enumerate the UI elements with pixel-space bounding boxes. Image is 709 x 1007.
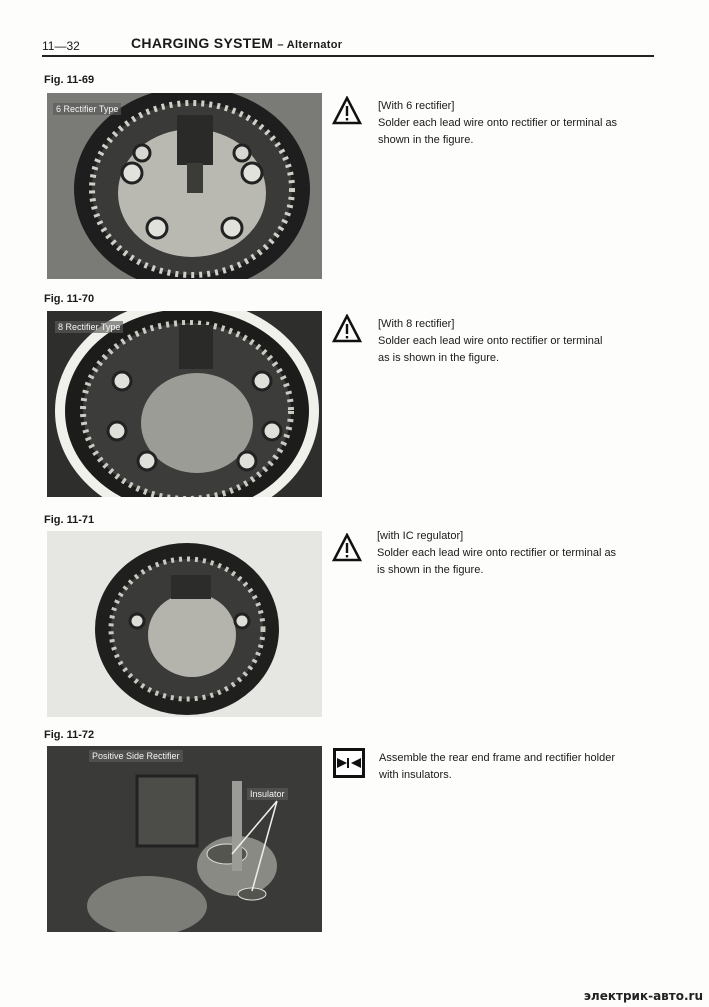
step-line: Solder each lead wire onto rectifier or terminal [378, 335, 603, 347]
step-line: with insulators. [379, 769, 452, 781]
caution-triangle-icon [332, 314, 362, 344]
step-line: Solder each lead wire onto rectifier or terminal as [377, 547, 617, 559]
step-line: [with IC regulator] [377, 530, 464, 542]
step-line: Assemble the rear end frame and rectifier holder [379, 752, 616, 764]
page-title [131, 35, 342, 51]
step-line: shown in the figure. [378, 134, 474, 146]
site-watermark: электрик-авто.ru [583, 989, 703, 1003]
step-line: as is shown in the figure. [378, 352, 500, 364]
assemble-arrows-icon [333, 748, 365, 778]
photo-tag-insulator: Insulator [247, 788, 288, 800]
step-line: [With 8 rectifier] [378, 318, 455, 330]
step-text-6-rectifier [378, 98, 663, 149]
step-text-8-rectifier [378, 316, 663, 367]
photo-tag: 6 Rectifier Type [53, 103, 121, 115]
photo-tag: 8 Rectifier Type [55, 321, 123, 333]
figure-label-11-69: Fig. 11-69 [44, 74, 95, 86]
figure-label-11-71: Fig. 11-71 [44, 514, 95, 526]
caution-triangle-icon [332, 533, 362, 563]
figure-photo-6-rectifier [47, 93, 322, 279]
page-number: 11—32 [42, 39, 80, 53]
header-rule [42, 55, 654, 57]
figure-label-11-70: Fig. 11-70 [44, 293, 95, 305]
caution-triangle-icon [332, 96, 362, 126]
section-title: CHARGING SYSTEM [131, 35, 274, 51]
step-line: [With 6 rectifier] [378, 100, 455, 112]
photo-tag: Positive Side Rectifier [89, 750, 183, 762]
section-subtitle: – Alternator [277, 39, 343, 51]
figure-photo-ic-regulator [47, 531, 322, 717]
step-line: is shown in the figure. [377, 564, 484, 576]
figure-photo-insulators [47, 746, 322, 932]
figure-photo-8-rectifier [47, 311, 322, 497]
step-text-assemble [379, 750, 664, 784]
figure-label-11-72: Fig. 11-72 [44, 729, 95, 741]
step-text-ic-regulator [377, 528, 662, 579]
step-line: Solder each lead wire onto rectifier or terminal as [378, 117, 618, 129]
